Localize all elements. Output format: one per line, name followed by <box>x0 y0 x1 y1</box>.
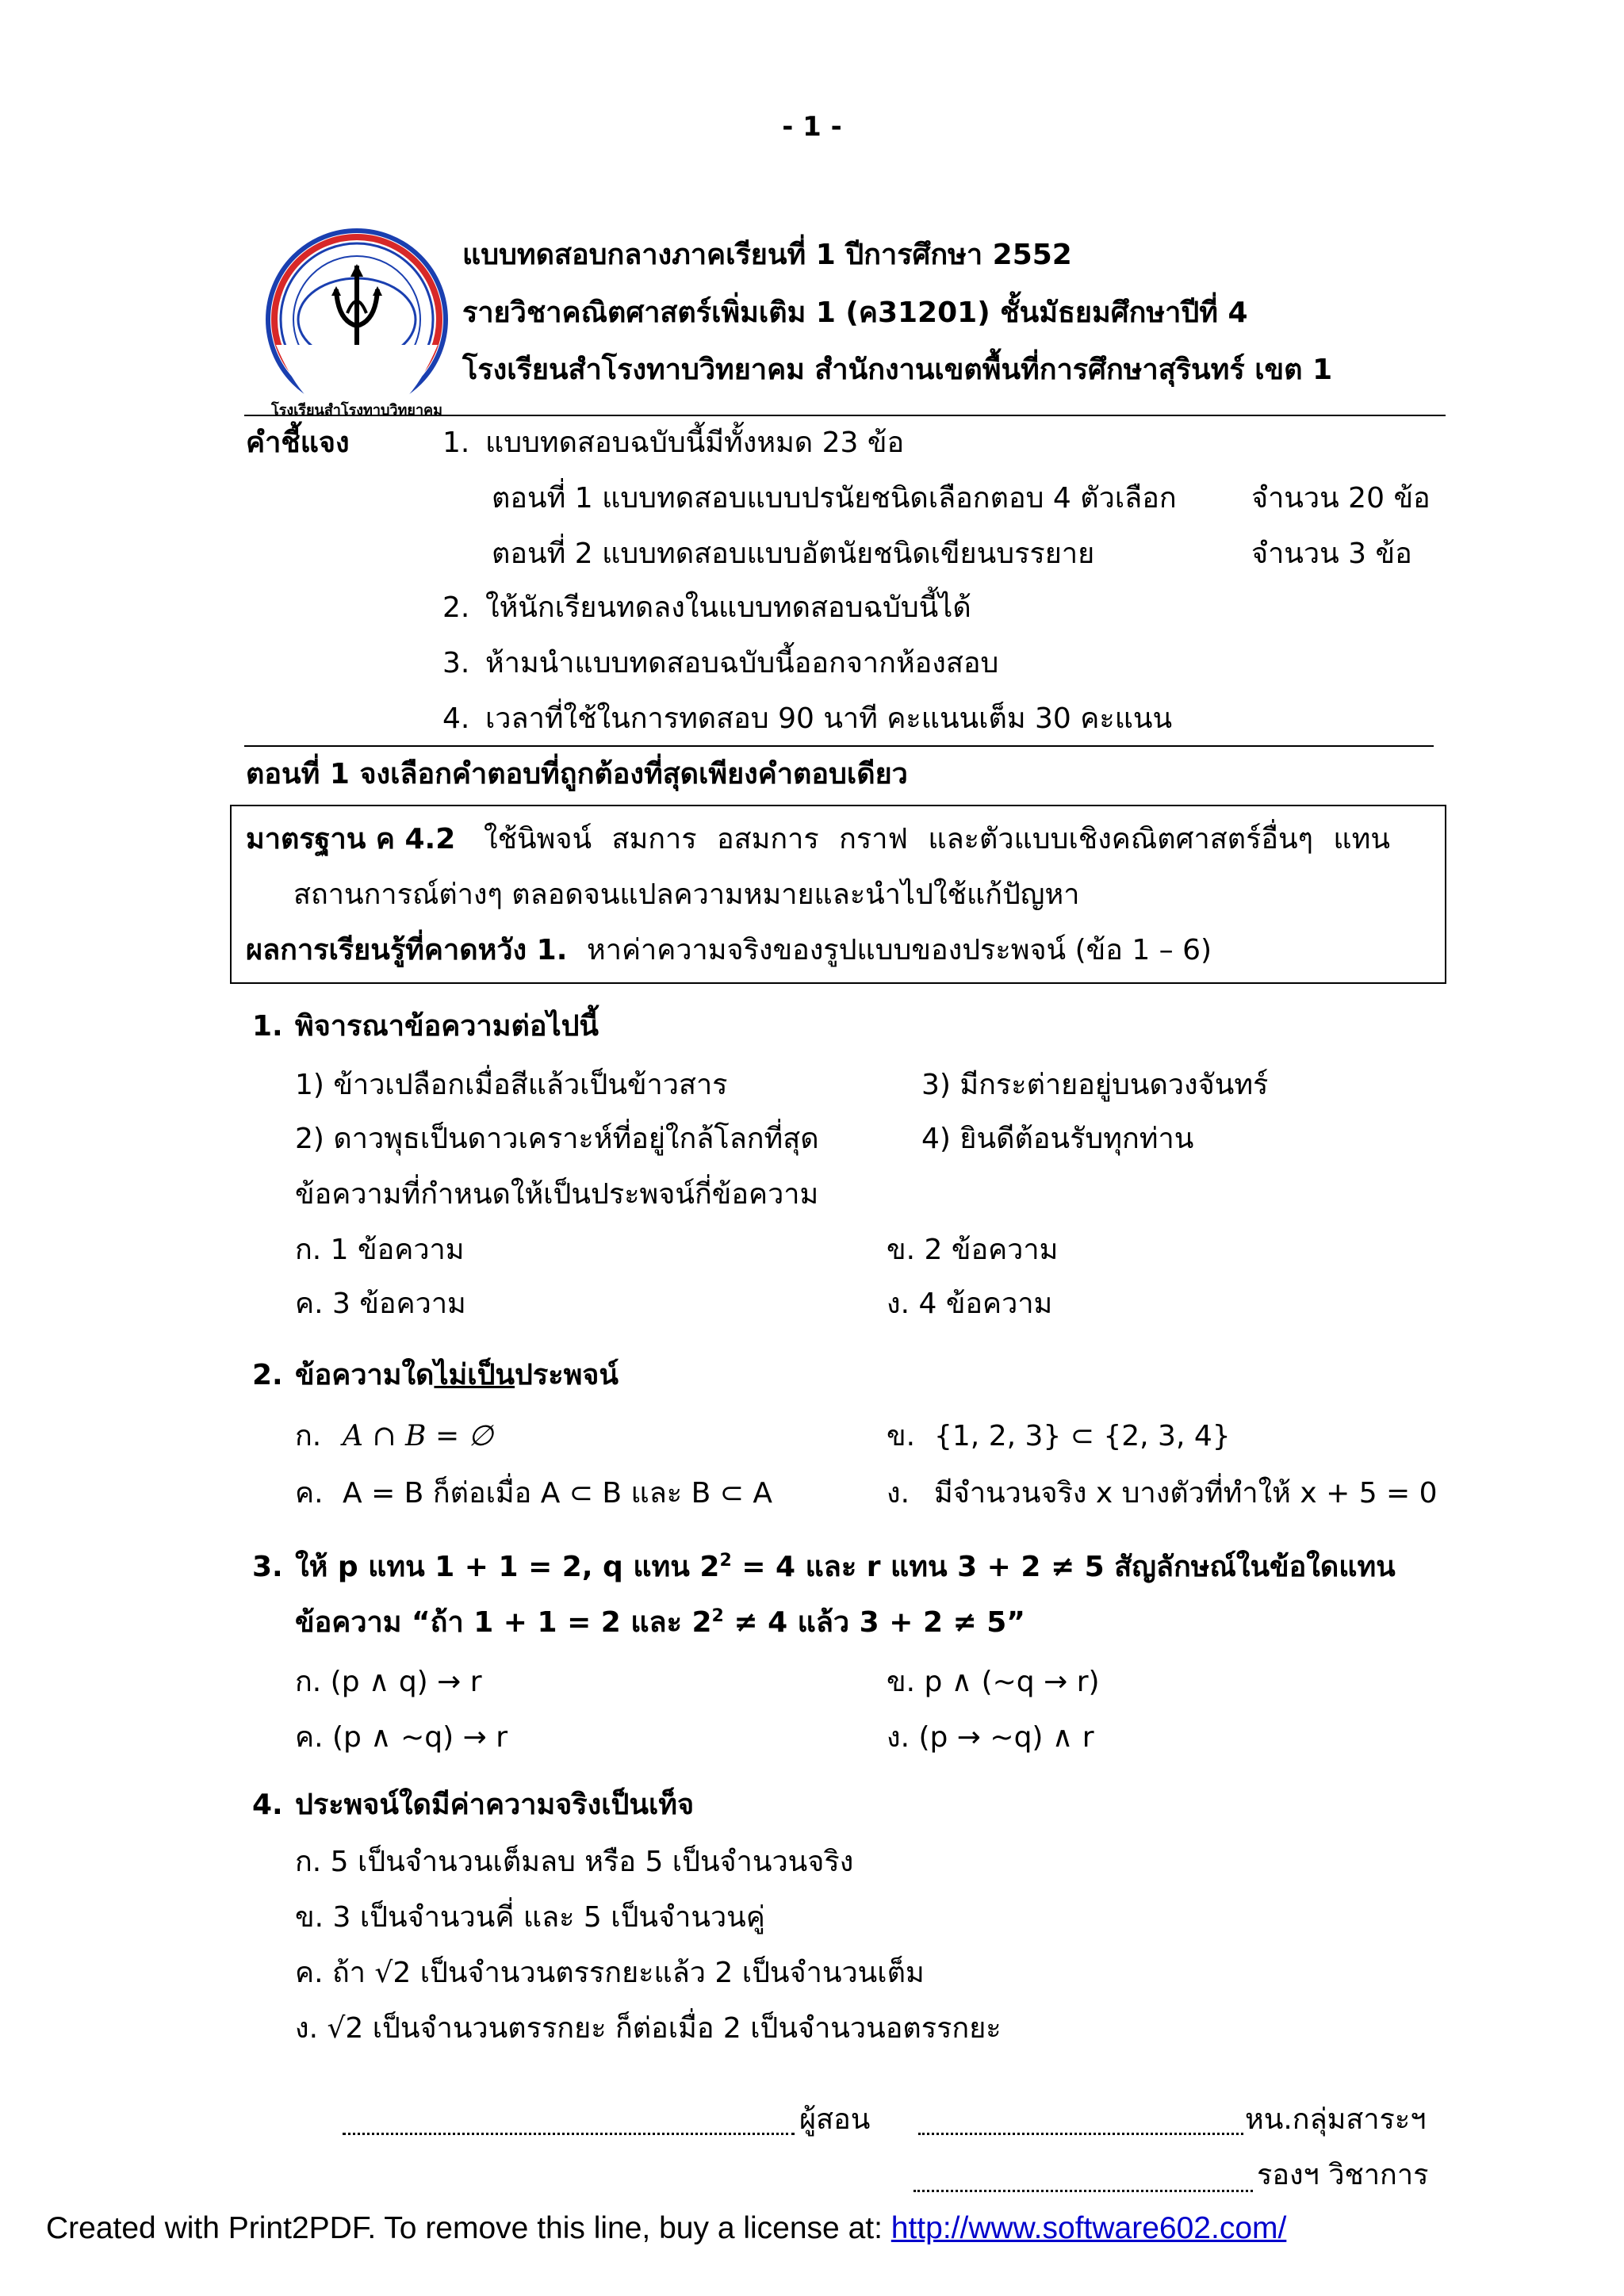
part1-description: ตอนที่ 1 แบบทดสอบแบบปรนัยชนิดเลือกตอบ 4 ตัวเลือก <box>492 482 1177 515</box>
q4-choice-b: ข. 3 เป็นจำนวนคี่ และ 5 เป็นจำนวนคู่ <box>295 1901 765 1934</box>
print2pdf-footer <box>46 2210 1286 2248</box>
q4-title: ประพจน์ใดมีค่าความจริงเป็นเท็จ <box>295 1789 695 1821</box>
q2-choice-b-label: ข. <box>887 1420 916 1452</box>
outcome-label: ผลการเรียนรู้ที่คาดหวัง 1. <box>246 934 568 966</box>
instructions-label: คำชี้แจง <box>246 427 350 459</box>
standard-line-1: ใช้นิพจน์ สมการ อสมการ กราฟ และตัวแบบเชิงคณิตศาสตร์อื่นๆ แทน <box>484 823 1390 855</box>
footer-link[interactable]: http://www.software602.com/ <box>891 2211 1287 2245</box>
footer-text: Created with Print2PDF. To remove this line, buy a license at: <box>46 2211 891 2245</box>
q2-choice-a: A ∩ B = ∅ <box>343 1420 493 1452</box>
q1-number: 1. <box>252 1010 283 1043</box>
svg-text:โรงเรียนสำโรงทาบวิทยาคม: โรงเรียนสำโรงทาบวิทยาคม <box>271 402 442 419</box>
part1-count: จำนวน 20 ข้อ <box>1251 482 1431 515</box>
instruction-num-1: 1. <box>442 427 470 459</box>
q1-statement-4: 4) ยินดีต้อนรับทุกท่าน <box>921 1123 1194 1155</box>
school-line: โรงเรียนสำโรงทาบวิทยาคม สำนักงานเขตพื้นที่การศึกษาสุรินทร์ เขต 1 <box>462 354 1333 386</box>
q1-title: พิจารณาข้อความต่อไปนี้ <box>295 1010 599 1043</box>
q2-title: ข้อความใดไม่เป็นประพจน์ <box>295 1359 619 1391</box>
deputy-signature-line <box>914 2190 1253 2192</box>
q3-choice-b: ข. p ∧ (~q → r) <box>887 1666 1100 1698</box>
q2-choice-b: {1, 2, 3} ⊂ {2, 3, 4} <box>934 1420 1231 1452</box>
q1-statement-3: 3) มีกระต่ายอยู่บนดวงจันทร์ <box>921 1069 1269 1101</box>
q2-choice-a-label: ก. <box>295 1420 322 1452</box>
section-title: ตอนที่ 1 จงเลือกคำตอบที่ถูกต้องที่สุดเพียงคำตอบเดียว <box>246 758 908 790</box>
head-signature-line <box>918 2133 1243 2135</box>
q3-choice-d: ง. (p → ~q) ∧ r <box>887 1721 1094 1754</box>
exam-title: แบบทดสอบกลางภาคเรียนที่ 1 ปีการศึกษา 2552 <box>462 239 1072 271</box>
teacher-label: ผู้สอน <box>799 2103 871 2136</box>
q1-question: ข้อความที่กำหนดให้เป็นประพจน์กี่ข้อความ <box>295 1178 819 1211</box>
school-logo <box>262 226 452 424</box>
page-number: - 1 - <box>782 111 842 143</box>
q3-choice-a: ก. (p ∧ q) → r <box>295 1666 482 1698</box>
teacher-signature-line <box>343 2133 795 2135</box>
q3-choice-c: ค. (p ∧ ~q) → r <box>295 1721 508 1754</box>
q1-statement-2: 2) ดาวพุธเป็นดาวเคราะห์ที่อยู่ใกล้โลกที่สุด <box>295 1123 819 1155</box>
q4-choice-c: ค. ถ้า √2 เป็นจำนวนตรรกยะแล้ว 2 เป็นจำนวนเต็ม <box>295 1957 925 1989</box>
instructions-rule <box>244 745 1434 747</box>
part2-count: จำนวน 3 ข้อ <box>1251 538 1412 570</box>
q4-choice-a: ก. 5 เป็นจำนวนเต็มลบ หรือ 5 เป็นจำนวนจริง <box>295 1846 854 1878</box>
q1-choice-c: ค. 3 ข้อความ <box>295 1288 466 1320</box>
deputy-label: รองฯ วิชาการ <box>1257 2159 1429 2191</box>
instruction-2: ให้นักเรียนทดลงในแบบทดสอบฉบับนี้ได้ <box>485 591 971 624</box>
head-label: หน.กลุ่มสาระฯ <box>1245 2103 1427 2136</box>
q2-choice-d: มีจำนวนจริง x บางตัวที่ทำให้ x + 5 = 0 <box>934 1477 1438 1510</box>
q3-number: 3. <box>252 1551 283 1583</box>
q3-line-2: ข้อความ “ถ้า 1 + 1 = 2 และ $2^2 \ne 4$ แล้ว 3 + 2 ≠ 5” <box>295 1606 1025 1639</box>
q2-choice-d-label: ง. <box>887 1477 910 1510</box>
outcome-text: หาค่าความจริงของรูปแบบของประพจน์ (ข้อ 1 – 6) <box>587 934 1212 966</box>
q3-line-1: ให้ p แทน 1 + 1 = 2, q แทน $2^2 = 4$ และ r แทน 3 + 2 ≠ 5 สัญลักษณ์ในข้อใดแทน <box>295 1551 1396 1583</box>
q1-statement-1: 1) ข้าวเปลือกเมื่อสีแล้วเป็นข้าวสาร <box>295 1069 728 1101</box>
q2-choice-c-label: ค. <box>295 1477 324 1510</box>
q4-choice-d: ง. √2 เป็นจำนวนตรรกยะ ก็ต่อเมื่อ 2 เป็นจำนวนอตรรกยะ <box>295 2012 1002 2045</box>
q2-number: 2. <box>252 1359 283 1391</box>
instruction-num-4: 4. <box>442 702 470 735</box>
instruction-4: เวลาที่ใช้ในการทดสอบ 90 นาที คะแนนเต็ม 30 คะแนน <box>485 702 1173 735</box>
standard-line-2: สถานการณ์ต่างๆ ตลอดจนแปลความหมายและนำไปใช้แก้ปัญหา <box>293 878 1080 911</box>
standard-label: มาตรฐาน ค 4.2 <box>246 823 456 855</box>
q1-choice-b: ข. 2 ข้อความ <box>887 1234 1059 1266</box>
header-rule <box>244 415 1446 416</box>
q4-number: 4. <box>252 1789 283 1821</box>
q2-choice-c: A = B ก็ต่อเมื่อ A ⊂ B และ B ⊂ A <box>343 1477 772 1510</box>
instruction-3: ห้ามนำแบบทดสอบฉบับนี้ออกจากห้องสอบ <box>485 647 999 679</box>
subject-line: รายวิชาคณิตศาสตร์เพิ่มเติม 1 (ค31201) ชั้นมัธยมศึกษาปีที่ 4 <box>462 297 1248 329</box>
instruction-num-3: 3. <box>442 647 470 679</box>
instruction-num-2: 2. <box>442 591 470 624</box>
part2-description: ตอนที่ 2 แบบทดสอบแบบอัตนัยชนิดเขียนบรรยาย <box>492 538 1095 570</box>
q1-choice-a: ก. 1 ข้อความ <box>295 1234 465 1266</box>
instruction-1: แบบทดสอบฉบับนี้มีทั้งหมด 23 ข้อ <box>485 427 905 459</box>
q1-choice-d: ง. 4 ข้อความ <box>887 1288 1053 1320</box>
